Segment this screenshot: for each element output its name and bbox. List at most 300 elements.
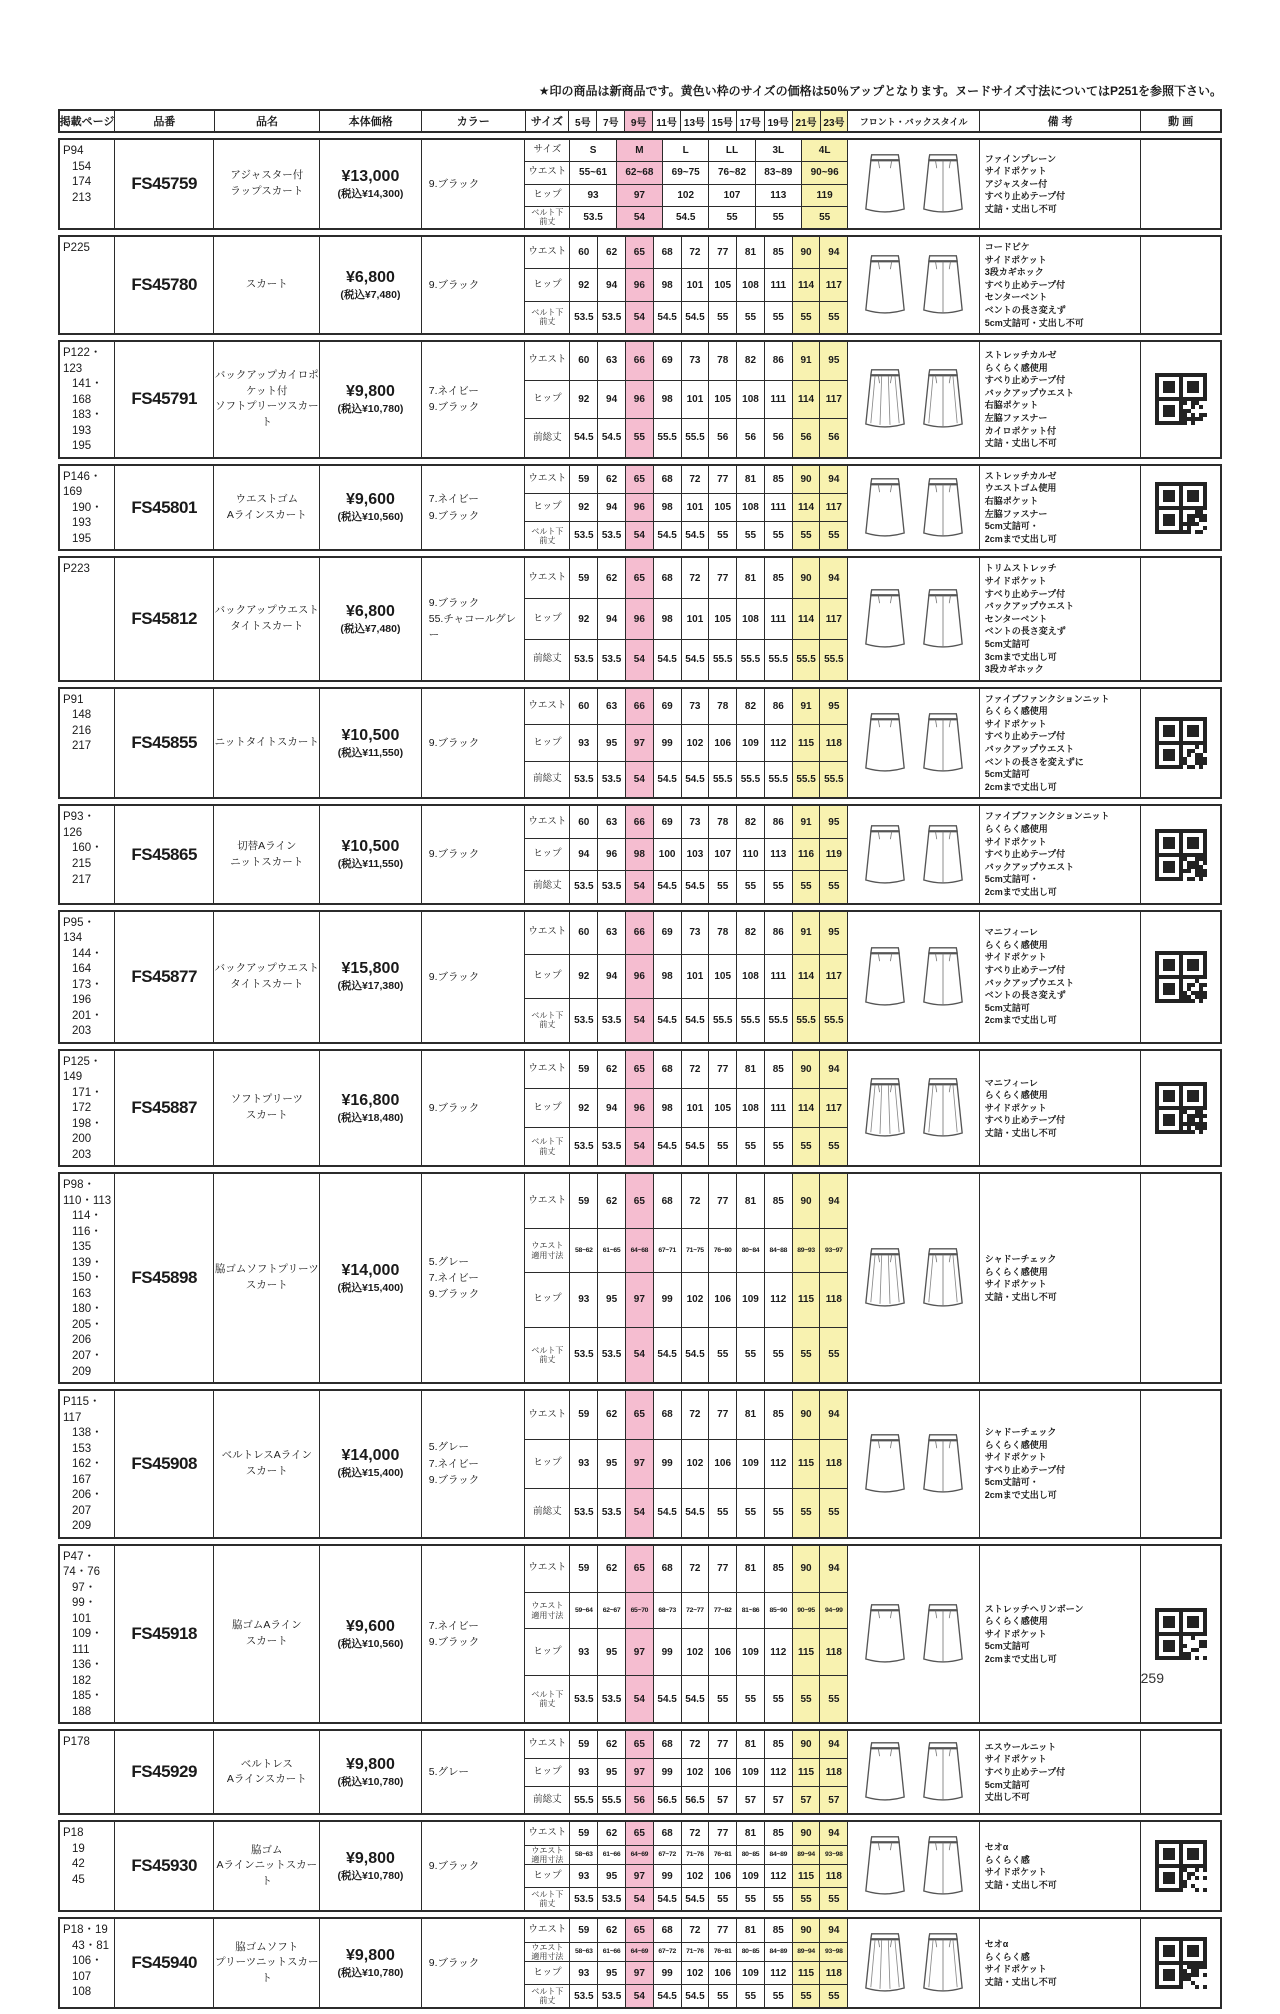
product-price — [319, 1174, 421, 1382]
product-price — [319, 1391, 421, 1537]
measurement-value: 62 — [597, 1822, 625, 1844]
text-line: 213 — [72, 191, 92, 204]
measurement-value: 59 — [569, 1391, 597, 1439]
measurement-value: 57 — [819, 1787, 847, 1814]
video-cell — [1140, 806, 1220, 902]
text-line: 丈詰・丈出し不可 — [984, 438, 1057, 449]
text-line: ベントの長さ変えず — [984, 304, 1066, 315]
price-main: ¥9,800 — [345, 1849, 395, 1867]
text-line: ウエストゴム — [235, 492, 299, 505]
product-code: FS45929 — [114, 1731, 214, 1813]
measurement-value: 60 — [569, 689, 597, 725]
measurement-value: 73 — [681, 342, 709, 380]
measurement-label: ウエスト — [528, 166, 567, 178]
measurement-value: 114 — [792, 1089, 820, 1127]
measurement-value: 100 — [653, 839, 681, 870]
measurement-label: ウエスト — [528, 571, 567, 583]
measurement-row — [525, 1758, 847, 1786]
measurement-label: 前総丈 — [533, 653, 562, 665]
measurement-value: 109 — [736, 1962, 764, 1984]
measurement-value: 94 — [819, 1051, 847, 1089]
measurement-value: 80~85 — [736, 1943, 764, 1961]
remarks — [979, 558, 1140, 679]
skirt-back-illustration — [918, 250, 968, 320]
measurement-value: 89~93 — [792, 1229, 820, 1271]
product-price — [319, 140, 421, 228]
product-price — [319, 912, 421, 1042]
measurement-value: 99 — [653, 1865, 681, 1887]
measurement-value: 112 — [764, 1759, 792, 1786]
measurement-value: 114 — [792, 599, 820, 639]
measurement-value: 81 — [736, 1391, 764, 1439]
text-line: 9.ブラック — [428, 177, 480, 190]
measurement-value: 81 — [736, 237, 764, 268]
measurement-value: 54 — [625, 1489, 653, 1537]
measurement-value: 102 — [681, 1440, 709, 1488]
measurement-value: 56 — [736, 419, 764, 457]
measurement-row — [525, 1592, 847, 1629]
measurement-value: 62 — [597, 237, 625, 268]
skirt-back-illustration — [918, 149, 968, 219]
measurement-value: 55 — [819, 871, 847, 902]
skirt-front-illustration — [860, 1831, 910, 1901]
product-rows — [58, 138, 1222, 2009]
measurement-value: 55 — [792, 522, 820, 549]
product-code: FS45887 — [114, 1051, 214, 1166]
measurement-value: 54.5 — [653, 1676, 681, 1722]
catalog-pages — [60, 558, 114, 679]
measurement-value: 102 — [681, 1962, 709, 1984]
measurement-value: 107 — [708, 185, 754, 206]
catalog-pages — [60, 342, 114, 457]
measurement-value: 54.5 — [681, 762, 709, 798]
skirt-back-illustration — [918, 1831, 968, 1901]
price-tax: (税込¥11,550) — [337, 746, 404, 759]
measurement-value: 101 — [681, 381, 709, 419]
skirt-front-illustration — [860, 1737, 910, 1807]
measurement-value: 96 — [625, 494, 653, 521]
measurement-value: 61~66 — [597, 1943, 625, 1961]
text-line: 5cm丈詰可・ — [984, 521, 1039, 532]
measurement-value: 90 — [792, 1731, 820, 1758]
measurement-value: 72 — [681, 1546, 709, 1592]
measurement-value: 57 — [764, 1787, 792, 1814]
qr-code — [1155, 951, 1207, 1003]
measurement-row — [525, 1228, 847, 1271]
measurement-value: 98 — [653, 955, 681, 998]
product-row — [58, 556, 1222, 681]
measurement-value: 118 — [819, 725, 847, 761]
measurement-value: 4L — [801, 140, 847, 161]
measurement-value: 103 — [681, 839, 709, 870]
measurement-value: 81 — [736, 1174, 764, 1228]
measurement-value: 89~94 — [792, 1846, 820, 1864]
measurement-value: 55 — [736, 871, 764, 902]
measurement-value: 53.5 — [569, 1328, 597, 1382]
text-line: マニフィーレ — [984, 927, 1038, 938]
measurement-label: ウエスト — [528, 1063, 567, 1075]
measurement-value: 72 — [681, 1822, 709, 1844]
product-row — [58, 235, 1222, 335]
size-table — [524, 140, 847, 228]
measurement-value: 102 — [681, 1759, 709, 1786]
measurement-value: 97 — [625, 1962, 653, 1984]
price-tax: (税込¥7,480) — [340, 622, 401, 635]
text-line: すべり止めテープ付 — [984, 1767, 1066, 1778]
measurement-value: 106 — [708, 1759, 736, 1786]
text-line: 9.ブラック — [428, 848, 480, 861]
text-line: P18 — [63, 1827, 84, 1840]
price-tax: (税込¥7,480) — [340, 288, 401, 301]
text-line: 9.ブラック — [428, 1860, 480, 1873]
measurement-row — [525, 206, 847, 228]
measurement-label: ウエスト 適用寸法 — [531, 1845, 564, 1864]
measurement-value: 54.5 — [653, 522, 681, 549]
measurement-value: 53.5 — [597, 302, 625, 333]
measurement-value: 93 — [569, 1440, 597, 1488]
text-line: 3段カギホック — [984, 664, 1044, 675]
measurement-value: 97 — [625, 1273, 653, 1327]
page-note: ★印の商品は新商品です。黄色い枠のサイズの価格は50％アップとなります。ヌードサイズ寸法についてはP251を参照下さい。 — [538, 84, 1222, 98]
measurement-value: 95 — [597, 1962, 625, 1984]
measurement-value: 99 — [653, 1629, 681, 1675]
qr-code — [1155, 373, 1207, 425]
measurement-value: 55 — [792, 1888, 820, 1910]
color-options — [421, 342, 525, 457]
text-line: サイドポケット — [984, 254, 1047, 265]
text-line: 217 — [72, 873, 92, 886]
measurement-value: 105 — [708, 269, 736, 300]
text-line: バックアップウエスト — [984, 861, 1075, 872]
measurement-value: 90 — [792, 466, 820, 493]
measurement-value: 96 — [597, 839, 625, 870]
measurement-value: 55 — [708, 1489, 736, 1537]
measurement-value: 62 — [597, 1731, 625, 1758]
measurement-label: ウエスト — [528, 1562, 567, 1574]
measurement-value: 101 — [681, 494, 709, 521]
measurement-value: 54.5 — [662, 207, 708, 228]
measurement-value: 59 — [569, 1051, 597, 1089]
measurement-value: 55 — [819, 302, 847, 333]
text-line: 9.ブラック — [428, 401, 480, 414]
measurement-value: 78 — [708, 342, 736, 380]
measurement-value: 55 — [708, 1128, 736, 1166]
measurement-value: 66 — [625, 689, 653, 725]
measurement-value: 92 — [569, 1089, 597, 1127]
measurement-value: 68 — [653, 1051, 681, 1089]
measurement-value: 118 — [819, 1865, 847, 1887]
measurement-value: 85 — [764, 1391, 792, 1439]
measurement-label: ヒップ — [533, 1966, 562, 1978]
measurement-value: 65 — [625, 1546, 653, 1592]
measurement-value: 90 — [792, 1391, 820, 1439]
skirt-front-illustration — [860, 473, 910, 543]
measurement-value: 54 — [625, 871, 653, 902]
text-line: スカート — [245, 1635, 288, 1647]
price-tax: (税込¥10,780) — [337, 1775, 404, 1788]
skirt-back-illustration — [918, 942, 968, 1012]
measurement-value: 65~70 — [625, 1593, 653, 1629]
measurement-value: 77 — [708, 1546, 736, 1592]
catalog-pages — [60, 140, 114, 228]
text-line: 9.ブラック — [428, 1473, 480, 1486]
remarks — [979, 1919, 1140, 2007]
text-line: ソフトプリーツスカート — [214, 400, 319, 429]
product-name — [213, 1174, 319, 1382]
measurement-value: 65 — [625, 466, 653, 493]
text-line: サイドポケット — [984, 1754, 1047, 1765]
measurement-value: 99 — [653, 725, 681, 761]
measurement-value: 54.5 — [681, 640, 709, 680]
size-table — [524, 1546, 847, 1723]
measurement-value: 93~98 — [819, 1846, 847, 1864]
measurement-value: 53.5 — [597, 1676, 625, 1722]
text-line: 198・200 — [72, 1117, 103, 1146]
price-main: ¥9,600 — [345, 491, 395, 509]
measurement-label: ヒップ — [533, 188, 562, 200]
text-line: センターベント — [984, 292, 1048, 303]
product-code: FS45801 — [114, 466, 214, 550]
measurement-value: 55 — [764, 1128, 792, 1166]
remarks — [979, 1051, 1140, 1166]
measurement-value: 72 — [681, 558, 709, 598]
measurement-value: 72 — [681, 1174, 709, 1228]
text-line: 162・167 — [72, 1458, 103, 1486]
color-options — [421, 1174, 525, 1382]
measurement-label: ウエスト — [528, 1408, 567, 1420]
measurement-value: 95 — [597, 725, 625, 761]
measurement-row — [525, 268, 847, 300]
measurement-label: ヒップ — [533, 278, 562, 290]
size-table — [524, 237, 847, 333]
catalog-pages — [60, 1546, 114, 1723]
product-name — [213, 237, 319, 333]
text-line: スカート — [245, 1464, 288, 1477]
text-line: 9.ブラック — [428, 596, 480, 609]
measurement-value: 53.5 — [569, 302, 597, 333]
measurement-value: 94 — [819, 1546, 847, 1592]
measurement-value: 76~80 — [708, 1229, 736, 1271]
measurement-value: 55 — [708, 522, 736, 549]
price-main: ¥9,800 — [345, 382, 395, 400]
measurement-value: 55 — [764, 522, 792, 549]
measurement-value: 53.5 — [597, 1489, 625, 1537]
text-line: 5cm丈詰可・ — [984, 874, 1039, 885]
measurement-value: 53.5 — [597, 871, 625, 902]
measurement-value: 59 — [569, 1731, 597, 1758]
measurement-value: 71~75 — [681, 1229, 709, 1271]
measurement-value: 82 — [736, 912, 764, 955]
product-row — [58, 1544, 1222, 1725]
measurement-value: 60 — [569, 912, 597, 955]
measurement-value: 65 — [625, 1051, 653, 1089]
measurement-value: 90 — [792, 237, 820, 268]
measurement-value: 94 — [597, 955, 625, 998]
size-column-header: 15号 — [708, 111, 736, 131]
catalog-pages — [60, 466, 114, 550]
text-line: 2cmまで丈出し可 — [984, 887, 1057, 897]
measurement-row — [525, 418, 847, 457]
measurement-value: 55.5 — [792, 640, 820, 680]
product-price — [319, 466, 421, 550]
measurement-value: 91 — [792, 806, 820, 837]
measurement-value: 101 — [681, 269, 709, 300]
measurement-value: 92 — [569, 955, 597, 998]
style-illustration — [847, 140, 979, 228]
measurement-value: 82 — [736, 342, 764, 380]
measurement-value: 66 — [625, 912, 653, 955]
price-tax: (税込¥14,300) — [337, 187, 404, 200]
measurement-value: 115 — [792, 1759, 820, 1786]
product-row — [58, 464, 1222, 552]
measurement-value: 102 — [681, 1629, 709, 1675]
text-line: 195 — [72, 440, 92, 453]
measurement-value: 55.5 — [792, 762, 820, 798]
catalog-pages — [60, 1919, 114, 2007]
text-line: 148 — [72, 709, 92, 722]
product-code: FS45759 — [114, 140, 214, 228]
measurement-value: 78 — [708, 912, 736, 955]
product-name — [213, 1731, 319, 1813]
measurement-value: 55 — [764, 871, 792, 902]
catalog-pages — [60, 1051, 114, 1166]
text-line: ファイブファンクションニット — [984, 693, 1110, 704]
header-name: 品名 — [214, 111, 320, 131]
measurement-value: 72 — [681, 1051, 709, 1089]
measurement-value: 55 — [792, 1489, 820, 1537]
measurement-value: 60 — [569, 806, 597, 837]
measurement-value: 118 — [819, 1440, 847, 1488]
measurement-value: 85 — [764, 1919, 792, 1941]
measurement-value: 114 — [792, 494, 820, 521]
video-cell — [1140, 1822, 1220, 1910]
product-price — [319, 237, 421, 333]
measurement-value: 94 — [569, 839, 597, 870]
text-line: P125・149 — [63, 1055, 102, 1084]
measurement-row — [525, 342, 847, 380]
text-line: サイドポケット — [984, 1452, 1047, 1463]
measurement-label: ベルト下 前丈 — [531, 308, 564, 327]
measurement-value: 58~62 — [569, 1229, 597, 1271]
measurement-value: 80~84 — [736, 1229, 764, 1271]
measurement-value: 69 — [653, 689, 681, 725]
measurement-value: 55 — [736, 302, 764, 333]
qr-code — [1155, 1608, 1207, 1660]
text-line: サイドポケット — [984, 166, 1047, 177]
measurement-value: 93 — [569, 185, 615, 206]
measurement-row — [525, 1845, 847, 1864]
measurement-value: 109 — [736, 1440, 764, 1488]
measurement-value: 55 — [764, 302, 792, 333]
measurement-row — [525, 184, 847, 206]
measurement-value: 95 — [597, 1440, 625, 1488]
measurement-value: 77 — [708, 1051, 736, 1089]
text-line: ストレッチカルゼ — [984, 470, 1057, 481]
product-row — [58, 1389, 1222, 1539]
measurement-row — [525, 761, 847, 798]
style-illustration — [847, 1731, 979, 1813]
measurement-value: 93~98 — [819, 1943, 847, 1961]
measurement-value: 115 — [792, 1629, 820, 1675]
catalog-pages — [60, 1731, 114, 1813]
measurement-value: 101 — [681, 1089, 709, 1127]
text-line: 丈詰・丈出し不可 — [984, 1291, 1057, 1302]
product-row — [58, 804, 1222, 904]
text-line: スカート — [245, 1279, 288, 1292]
product-code: FS45898 — [114, 1174, 214, 1382]
measurement-value: 55 — [819, 522, 847, 549]
product-price — [319, 1546, 421, 1723]
measurement-value: 59 — [569, 1822, 597, 1844]
measurement-value: 76~81 — [708, 1846, 736, 1864]
measurement-value: 62 — [597, 1919, 625, 1941]
measurement-value: 54.5 — [681, 1128, 709, 1166]
measurement-value: 57 — [792, 1787, 820, 1814]
measurement-value: 112 — [764, 1962, 792, 1984]
price-tax: (税込¥10,780) — [337, 402, 404, 415]
measurement-value: 85 — [764, 237, 792, 268]
remarks — [979, 1174, 1140, 1382]
measurement-value: 97 — [625, 1759, 653, 1786]
text-line: 203 — [72, 1148, 92, 1161]
measurement-value: 94 — [819, 1919, 847, 1941]
text-line: プリーツニットスカート — [215, 1956, 319, 1985]
measurement-value: 53.5 — [597, 762, 625, 798]
measurement-value: 77 — [708, 1391, 736, 1439]
measurement-value: 84~89 — [764, 1846, 792, 1864]
measurement-row — [525, 1887, 847, 1910]
measurement-value: 84~88 — [764, 1229, 792, 1271]
measurement-value: 55 — [736, 522, 764, 549]
text-line: シャドーチェック — [984, 1427, 1057, 1438]
text-line: 109・111 — [72, 1628, 103, 1656]
measurement-value: 112 — [764, 1629, 792, 1675]
measurement-value: 53.5 — [569, 640, 597, 680]
text-line: 206・207 — [72, 1489, 103, 1517]
remarks — [979, 912, 1140, 1042]
measurement-value: 117 — [819, 494, 847, 521]
measurement-value: 85 — [764, 1822, 792, 1844]
measurement-value: 77 — [708, 1822, 736, 1844]
measurement-value: 105 — [708, 955, 736, 998]
measurement-value: 94 — [819, 237, 847, 268]
measurement-value: 55 — [801, 207, 847, 228]
measurement-value: 55.5 — [819, 999, 847, 1042]
text-line: 217 — [72, 740, 92, 753]
text-line: 154 — [72, 160, 92, 173]
measurement-label: ベルト下 前丈 — [531, 1690, 564, 1709]
text-line: サイドポケット — [984, 1867, 1047, 1878]
measurement-value: 97 — [616, 185, 662, 206]
product-code: FS45940 — [114, 1919, 214, 2007]
measurement-value: 65 — [625, 558, 653, 598]
measurement-value: 117 — [819, 269, 847, 300]
measurement-label: ヒップ — [533, 612, 562, 624]
measurement-value: 81 — [736, 1546, 764, 1592]
measurement-value: 56 — [625, 1787, 653, 1814]
measurement-value: 115 — [792, 1273, 820, 1327]
measurement-label: ウエスト — [528, 1738, 567, 1750]
measurement-value: 55 — [736, 1128, 764, 1166]
measurement-row — [525, 1391, 847, 1439]
text-line: P91 — [63, 693, 84, 706]
measurement-value: 90 — [792, 1174, 820, 1228]
measurement-value: 111 — [764, 269, 792, 300]
text-line: 5.グレー — [428, 1255, 470, 1268]
price-main: ¥13,000 — [341, 167, 400, 185]
text-line: 9.ブラック — [428, 1288, 480, 1301]
text-line: 183・193 — [72, 409, 103, 437]
